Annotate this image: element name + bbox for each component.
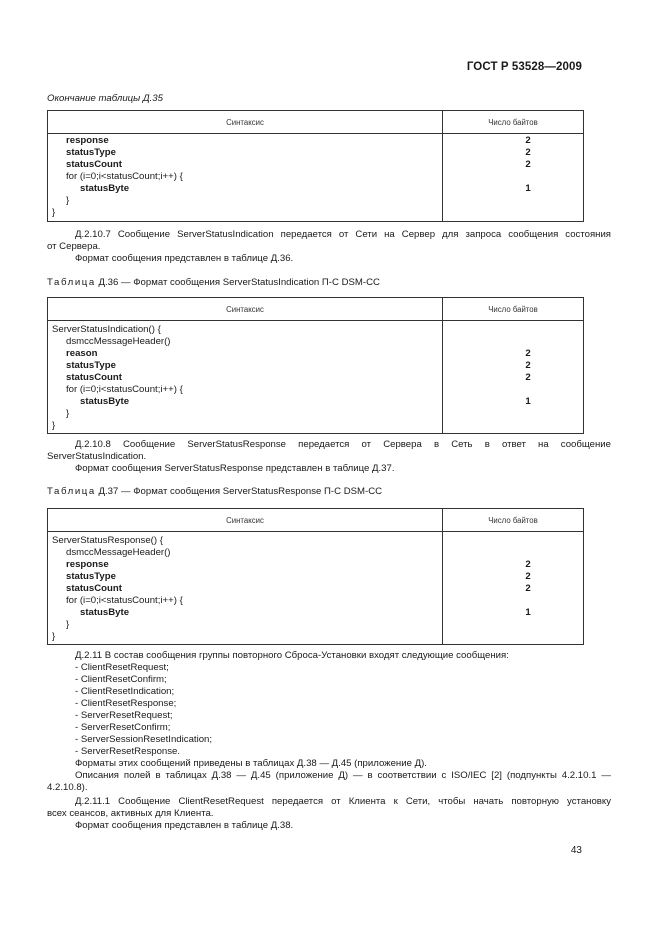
paragraph-2-11-formats: Форматы этих сообщений приведены в таблицах Д.38 — Д.45 (приложение Д).: [75, 758, 427, 769]
byte-count: 2: [525, 571, 531, 582]
col-bytes-header: Число байтов: [443, 509, 584, 532]
syntax-line: ServerStatusResponse() {: [52, 535, 163, 546]
syntax-line: reason: [66, 348, 98, 359]
table-d35: [47, 110, 584, 222]
paragraph-2-11-desc-line2: 4.2.10.8).: [47, 782, 88, 793]
byte-count: [443, 171, 583, 183]
byte-count: [443, 336, 583, 348]
byte-count: [443, 535, 583, 547]
table37-caption-title: Д.37 — Формат сообщения ServerStatusResponse П-С DSM-CC: [98, 486, 383, 497]
syntax-line: statusCount: [66, 372, 122, 383]
list-item: - ServerResetConfirm;: [75, 722, 171, 733]
syntax-line: }: [66, 408, 70, 419]
syntax-line: }: [66, 195, 70, 206]
paragraph-2-10-7-line2: от Сервера.: [47, 241, 101, 252]
syntax-line: statusCount: [66, 583, 122, 594]
paragraph-2-10-7-line3: Формат сообщения представлен в таблице Д.36.: [75, 253, 294, 264]
byte-count: [443, 595, 583, 607]
list-item: - ClientResetConfirm;: [75, 674, 167, 685]
syntax-line: dsmccMessageHeader(): [66, 336, 171, 347]
col-syntax-header: Синтаксис: [48, 509, 443, 532]
syntax-line: response: [66, 559, 109, 570]
col-bytes-header: Число байтов: [443, 298, 584, 321]
list-item: - ClientResetRequest;: [75, 662, 169, 673]
table37-caption: [47, 486, 382, 497]
syntax-line: statusCount: [66, 159, 122, 170]
list-item: - ServerResetRequest;: [75, 710, 173, 721]
table-d36: [47, 297, 584, 434]
syntax-line: }: [52, 420, 56, 431]
syntax-line: for (i=0;i<statusCount;i++) {: [66, 384, 183, 395]
byte-count: 2: [525, 583, 531, 594]
paragraph-2-10-8-line3: Формат сообщения ServerStatusResponse представлен в таблице Д.37.: [75, 463, 395, 474]
syntax-line: for (i=0;i<statusCount;i++) {: [66, 595, 183, 606]
paragraph-2-11-intro: Д.2.11 В состав сообщения группы повторного Сброса-Установки входят следующие сообщения:: [75, 650, 509, 661]
paragraph-2-11-desc-line1: Описания полей в таблицах Д.38 — Д.45 (приложение Д) — в соответствии с ISO/IEC [2] (подпункты 4.2.10.1 —: [75, 770, 611, 781]
table36-caption: [47, 277, 380, 288]
list-item: - ServerSessionResetIndication;: [75, 734, 213, 745]
table35-caption: Окончание таблицы Д.35: [47, 93, 163, 104]
list-item: - ClientResetIndication;: [75, 686, 175, 697]
syntax-line: statusType: [66, 147, 116, 158]
paragraph-2-10-8-line1: Д.2.10.8 Сообщение ServerStatusResponse передается от Сервера в Сеть в ответ на сообщение: [75, 439, 611, 450]
syntax-line: dsmccMessageHeader(): [66, 547, 171, 558]
syntax-line: statusType: [66, 360, 116, 371]
standard-header: ГОСТ Р 53528—2009: [466, 61, 582, 73]
table36-caption-title: Д.36 — Формат сообщения ServerStatusIndication П-С DSM-CC: [98, 277, 380, 288]
byte-count: 1: [525, 607, 531, 618]
syntax-line: statusByte: [80, 396, 130, 407]
byte-count: 2: [525, 372, 531, 383]
table36-caption-prefix: Таблица: [47, 277, 96, 288]
syntax-line: statusByte: [80, 183, 130, 194]
col-syntax-header: Синтаксис: [48, 111, 443, 134]
syntax-line: statusType: [66, 571, 116, 582]
paragraph-2-11-1-line2: всех сеансов, активных для Клиента.: [47, 808, 214, 819]
byte-count: 2: [525, 135, 531, 146]
syntax-line: ServerStatusIndication() {: [52, 324, 161, 335]
paragraph-2-11-1-line3: Формат сообщения представлен в таблице Д.38.: [75, 820, 294, 831]
syntax-line: response: [66, 135, 109, 146]
list-item: - ClientResetResponse;: [75, 698, 177, 709]
byte-count: 1: [525, 183, 531, 194]
col-bytes-header: Число байтов: [443, 111, 584, 134]
page-number: 43: [570, 845, 582, 856]
paragraph-2-10-8-line2: ServerStatusIndication.: [47, 451, 147, 462]
list-item: - ServerResetResponse.: [75, 746, 181, 757]
paragraph-2-11-1-line1: Д.2.11.1 Сообщение ClientResetRequest передается от Клиента к Сети, чтобы начать повторную установку: [75, 796, 611, 807]
byte-count: [443, 547, 583, 559]
table37-caption-prefix: Таблица: [47, 486, 96, 497]
byte-count: [443, 324, 583, 336]
byte-count: 1: [525, 396, 531, 407]
paragraph-2-10-7-line1: Д.2.10.7 Сообщение ServerStatusIndication передается от Сети на Сервер для запроса сообщения состояния: [75, 229, 611, 240]
byte-count: [443, 384, 583, 396]
byte-count: 2: [525, 348, 531, 359]
syntax-line: }: [52, 207, 56, 218]
syntax-line: for (i=0;i<statusCount;i++) {: [66, 171, 183, 182]
syntax-line: statusByte: [80, 607, 130, 618]
syntax-line: }: [52, 631, 56, 642]
byte-count: 2: [525, 159, 531, 170]
byte-count: 2: [525, 147, 531, 158]
table-d37: [47, 508, 584, 645]
syntax-line: }: [66, 619, 70, 630]
col-syntax-header: Синтаксис: [48, 298, 443, 321]
byte-count: 2: [525, 360, 531, 371]
byte-count: 2: [525, 559, 531, 570]
